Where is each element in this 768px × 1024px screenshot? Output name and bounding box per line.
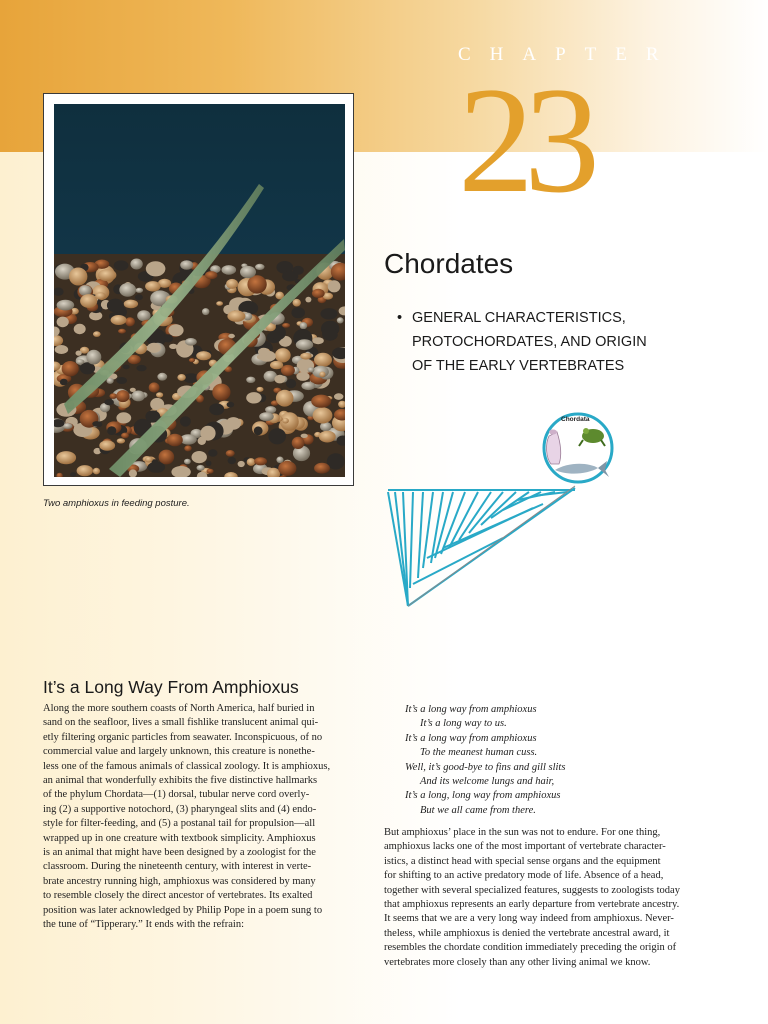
gravel-pebble: [286, 379, 296, 388]
body-line: ing (2) a supportive notochord, (3) pharyngeal slits and (4) endo-: [43, 803, 317, 815]
gravel-pebble: [119, 283, 136, 297]
gravel-pebble: [149, 382, 160, 392]
gravel-pebble: [228, 334, 235, 338]
gravel-pebble: [226, 450, 235, 457]
gravel-pebble: [107, 299, 124, 313]
body-line: the tune of “Tipperary.” It ends with the refrain:: [43, 919, 244, 931]
gravel-pebble: [226, 417, 241, 430]
gravel-pebble: [93, 468, 100, 475]
gravel-pebble: [57, 317, 69, 328]
poem-refrain: [405, 703, 565, 818]
gravel-pebble: [167, 434, 183, 447]
body-text-left: [43, 702, 359, 933]
gravel-pebble: [293, 266, 304, 275]
gravel-pebble: [312, 289, 325, 298]
gravel-pebble: [80, 294, 97, 308]
gravel-pebble: [205, 271, 217, 279]
topic-bullet: •: [397, 310, 403, 326]
gravel-pebble: [222, 265, 237, 275]
body-line: for shifting to an active predatory mode of life. Absence of a head,: [384, 870, 664, 882]
gravel-pebble: [226, 279, 238, 289]
gravel-pebble: [282, 418, 289, 424]
body-line: is an animal that might have been designed by a zoologist for the: [43, 847, 316, 859]
gravel-pebble: [189, 358, 195, 362]
gravel-pebble: [247, 458, 256, 466]
gravel-pebble: [137, 310, 150, 321]
gravel-pebble: [86, 350, 101, 365]
gravel-pebble: [163, 334, 173, 342]
gravel-pebble: [314, 463, 330, 474]
gravel-pebble: [246, 392, 261, 403]
gravel-pebble: [293, 299, 301, 307]
gravel-pebble: [146, 261, 166, 276]
photo-caption: Two amphioxus in feeding posture.: [43, 498, 190, 509]
gravel-pebble: [254, 457, 267, 465]
gravel-pebble: [337, 317, 344, 323]
gravel-pebble: [207, 469, 214, 474]
gravel-pebble: [125, 317, 135, 326]
body-line: position was later acknowledged by Philip Pope in a poem sung to: [43, 904, 323, 916]
gravel-pebble: [259, 412, 274, 421]
gravel-pebble: [156, 392, 163, 397]
gravel-pebble: [240, 266, 256, 278]
gravel-pebble: [206, 460, 212, 466]
gravel-pebble: [77, 465, 93, 476]
poem-line: It’s a long way from amphioxus: [405, 732, 537, 744]
gravel-pebble: [135, 294, 143, 300]
body-line: But amphioxus’ place in the sun was not to endure. For one thing,: [384, 827, 661, 838]
gravel-pebble: [62, 361, 79, 376]
body-line: sand on the seafloor, lives a small fishlike translucent animal qui-: [43, 717, 319, 729]
gravel-pebble: [123, 365, 130, 370]
gravel-pebble: [247, 275, 266, 293]
body-line: amphioxus lacks one of the most important of vertebrate character-: [384, 841, 666, 853]
gravel-pebble: [268, 428, 286, 444]
gravel-pebble: [180, 260, 193, 269]
gravel-pebble: [296, 372, 309, 381]
body-line: commercial value and largely unknown, this creature is nonethe-: [43, 746, 315, 758]
gravel-pebble: [196, 351, 211, 360]
gravel-pebble: [227, 402, 235, 408]
amphioxus-illustration: [54, 104, 345, 477]
body-line: It seems that we are a very long way indeed from amphioxus. Never-: [384, 913, 674, 925]
gravel-pebble: [227, 310, 245, 321]
gravel-pebble: [274, 375, 285, 384]
body-line: that amphioxus represents an early departure from vertebrate ancestry.: [384, 899, 680, 911]
gravel-pebble: [124, 300, 138, 309]
gravel-pebble: [107, 426, 116, 435]
body-text-right: [384, 826, 726, 970]
gravel-pebble: [216, 301, 223, 306]
poem-line: It’s a long way to us.: [420, 718, 507, 730]
gravel-pebble: [238, 461, 245, 467]
topic-line: OF THE EARLY VERTEBRATES: [412, 358, 625, 374]
gravel-pebble: [192, 451, 207, 463]
chapter-title: Chordates: [384, 248, 514, 279]
gravel-pebble: [76, 359, 85, 364]
gravel-pebble: [208, 449, 217, 456]
gravel-pebble: [246, 377, 255, 383]
body-line: style for filter-feeding, and (5) a postanal tail for propulsion—all: [43, 818, 316, 830]
gravel-pebble: [92, 421, 101, 426]
amphioxus-photo-frame: [43, 93, 354, 486]
gravel-pebble: [281, 365, 295, 376]
gravel-pebble: [99, 440, 115, 450]
gravel-pebble: [311, 395, 331, 408]
gravel-pebble: [60, 379, 68, 386]
gravel-pebble: [110, 393, 118, 399]
gravel-pebble: [300, 353, 311, 360]
gravel-pebble: [57, 300, 75, 311]
gravel-pebble: [312, 337, 323, 344]
gravel-pebble: [282, 323, 290, 328]
gravel-pebble: [320, 308, 337, 319]
gravel-pebble: [228, 457, 236, 464]
gravel-pebble: [319, 431, 336, 443]
gravel-pebble: [212, 384, 230, 401]
gravel-pebble: [257, 387, 264, 392]
gravel-pebble: [116, 377, 127, 384]
gravel-pebble: [145, 281, 161, 291]
gravel-pebble: [258, 348, 269, 356]
gravel-pebble: [313, 407, 333, 423]
gravel-pebble: [255, 264, 264, 270]
gravel-pebble: [319, 372, 325, 378]
gravel-pebble: [114, 260, 129, 270]
gravel-pebble: [184, 445, 191, 451]
gravel-pebble: [56, 451, 76, 464]
gravel-pebble: [121, 433, 129, 439]
body-line: to resemble closely the direct ancestor of vertebrates. Its exalted: [43, 890, 313, 902]
gravel-pebble: [76, 351, 82, 356]
gravel-pebble: [98, 269, 116, 281]
gravel-pebble: [107, 378, 114, 384]
gravel-pebble: [278, 461, 296, 476]
gravel-pebble: [132, 391, 146, 402]
gravel-pebble: [180, 416, 191, 426]
poem-line: It’s a long way from amphioxus: [405, 704, 537, 715]
phylogeny-diagram: [383, 408, 623, 613]
poem-line: Well, it’s good-bye to fins and gill slits: [405, 761, 566, 773]
body-line: classroom. During the nineteenth century, with interest in verte-: [43, 861, 312, 873]
amphioxus-photo: [54, 104, 345, 477]
body-line: Along the more southern coasts of North America, half buried in: [43, 703, 315, 714]
poem-line: To the meanest human cuss.: [420, 747, 538, 759]
topic-line: GENERAL CHARACTERISTICS,: [412, 310, 626, 326]
poem-line: But we all came from there.: [420, 804, 536, 816]
gravel-pebble: [70, 472, 76, 476]
gravel-pebble: [314, 353, 332, 367]
body-line: brate ancestry running high, amphioxus was considered by many: [43, 875, 316, 887]
gravel-pebble: [168, 324, 183, 336]
gravel-pebble: [291, 307, 305, 318]
gravel-pebble: [328, 280, 341, 292]
gravel-pebble: [136, 288, 144, 293]
gravel-pebble: [111, 315, 127, 325]
gravel-pebble: [184, 459, 191, 465]
gravel-pebble: [74, 324, 86, 334]
gravel-pebble: [270, 361, 283, 369]
gravel-pebble: [305, 297, 311, 303]
body-line: less one of the famous animals of classical zoology. It is amphioxus,: [43, 760, 331, 772]
body-line: istics, a distinct head with special sense organs and the equipment: [384, 855, 661, 867]
gravel-pebble: [334, 393, 343, 400]
gravel-pebble: [95, 292, 106, 299]
gravel-pebble: [301, 382, 315, 390]
gravel-pebble: [69, 268, 87, 286]
gravel-pebble: [300, 322, 308, 329]
gravel-pebble: [148, 462, 166, 473]
gravel-pebble: [130, 259, 142, 270]
body-line: wrapped up in one creature with textbook simplicity. Amphioxus: [43, 832, 316, 844]
gravel-pebble: [159, 450, 175, 465]
gravel-pebble: [209, 403, 224, 415]
gravel-pebble: [116, 390, 129, 402]
topic-line: PROTOCHORDATES, AND ORIGIN: [412, 334, 647, 350]
gravel-pebble: [55, 345, 69, 354]
body-line: an animal that wonderfully exhibits the five distinctive hallmarks: [43, 775, 318, 787]
gravel-pebble: [169, 344, 177, 349]
body-line: resembles the chordate condition immediately preceding the origin of: [384, 942, 677, 954]
gravel-pebble: [202, 308, 209, 315]
gravel-pebble: [308, 367, 315, 372]
chapter-topics: [397, 306, 697, 378]
gravel-pebble: [157, 373, 167, 381]
gravel-pebble: [254, 426, 263, 435]
body-line: together with several specialized features, suggests to zoologists today: [384, 884, 680, 896]
body-line: etly filtering organic particles from seawater. Inconspicuous, of no: [43, 731, 323, 743]
gravel-pebble: [276, 390, 294, 407]
section-heading: It’s a Long Way From Amphioxus: [43, 677, 299, 697]
gravel-pebble: [104, 399, 114, 405]
gravel-pebble: [197, 465, 205, 471]
gravel-pebble: [177, 374, 185, 381]
gravel-pebble: [145, 456, 153, 462]
gravel-pebble: [200, 426, 215, 441]
gravel-pebble: [292, 437, 305, 449]
body-line: theless, while amphioxus is denied the vertebrate ancestral award, it: [384, 927, 670, 939]
gravel-pebble: [117, 438, 125, 443]
gravel-pebble: [136, 365, 146, 371]
body-line: vertebrates more closely than any other living animal we know.: [384, 956, 651, 968]
gravel-pebble: [296, 339, 313, 350]
gravel-pebble: [185, 338, 197, 346]
gravel-pebble: [301, 434, 308, 438]
gravel-pebble: [118, 329, 126, 334]
chapter-label: CHAPTER: [458, 44, 678, 65]
poem-line: And its welcome lungs and hair,: [420, 776, 555, 788]
body-line: of the phylum Chordata—(1) dorsal, tubular nerve cord overly-: [43, 789, 310, 801]
gravel-pebble: [93, 331, 101, 337]
chapter-number: 23: [458, 56, 590, 224]
chordata-label: Chordata: [561, 416, 590, 423]
gravel-pebble: [116, 412, 131, 423]
gravel-pebble: [322, 328, 338, 341]
poem-line: It’s a long, long way from amphioxus: [405, 790, 561, 802]
gravel-pebble: [275, 348, 291, 362]
